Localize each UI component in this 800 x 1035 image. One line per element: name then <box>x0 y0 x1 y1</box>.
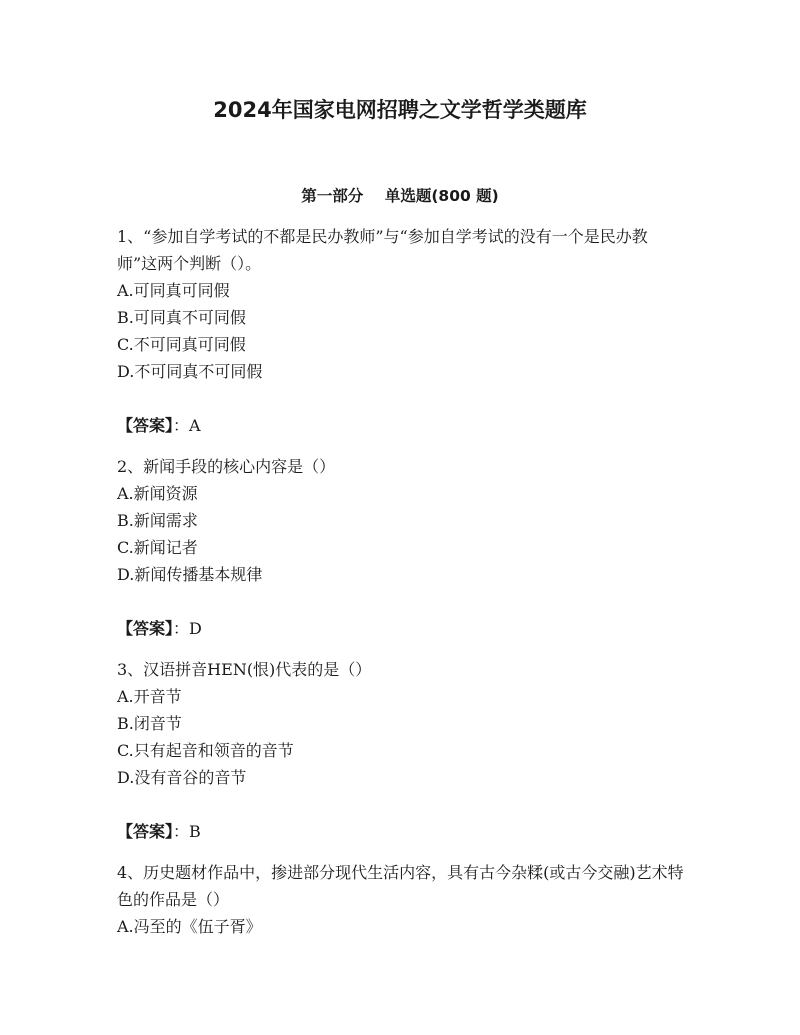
answer-value: B <box>189 822 201 841</box>
option-a: A.冯至的《伍子胥》 <box>117 917 262 936</box>
option-a: A.开音节 <box>117 687 182 706</box>
option-a: A.新闻资源 <box>117 484 198 503</box>
answer-value: D <box>189 619 202 638</box>
option-a: A.可同真可同假 <box>117 281 230 300</box>
question-3 <box>117 656 687 845</box>
answer-line <box>117 818 687 845</box>
question-4 <box>117 859 687 940</box>
answer-label: 【答案】 <box>117 416 174 435</box>
answer-separator: ： <box>173 822 190 841</box>
question-stem: 4、历史题材作品中，掺进部分现代生活内容，具有古今杂糅(或古今交融)艺术特色的作品是（） <box>117 863 684 909</box>
page-title: 2024年国家电网招聘之文学哲学类题库 <box>213 98 587 122</box>
question-list <box>117 223 687 940</box>
answer-separator: ： <box>173 416 190 435</box>
option-c: C.新闻记者 <box>117 538 198 557</box>
question-stem: 1、“参加自学考试的不都是民办教师”与“参加自学考试的没有一个是民办教师”这两个判断（）。 <box>117 227 648 273</box>
question-stem: 3、汉语拼音HEN(恨)代表的是（） <box>117 660 372 679</box>
option-d: D.新闻传播基本规律 <box>117 565 263 584</box>
answer-label: 【答案】 <box>117 822 174 841</box>
option-b: B.闭音节 <box>117 714 182 733</box>
option-d: D.没有音谷的音节 <box>117 768 247 787</box>
option-c: C.只有起音和领音的音节 <box>117 741 294 760</box>
answer-line <box>117 615 687 642</box>
option-b: B.新闻需求 <box>117 511 198 530</box>
answer-label: 【答案】 <box>117 619 174 638</box>
option-b: B.可同真不可同假 <box>117 308 246 327</box>
option-c: C.不可同真可同假 <box>117 335 246 354</box>
answer-line <box>117 412 687 439</box>
section-title: 第一部分 单选题(800 题) <box>301 187 499 205</box>
answer-value: A <box>189 416 201 435</box>
option-d: D.不可同真不可同假 <box>117 362 263 381</box>
question-2 <box>117 453 687 642</box>
question-stem: 2、新闻手段的核心内容是（） <box>117 457 336 476</box>
answer-separator: ： <box>173 619 190 638</box>
question-1 <box>117 223 687 439</box>
